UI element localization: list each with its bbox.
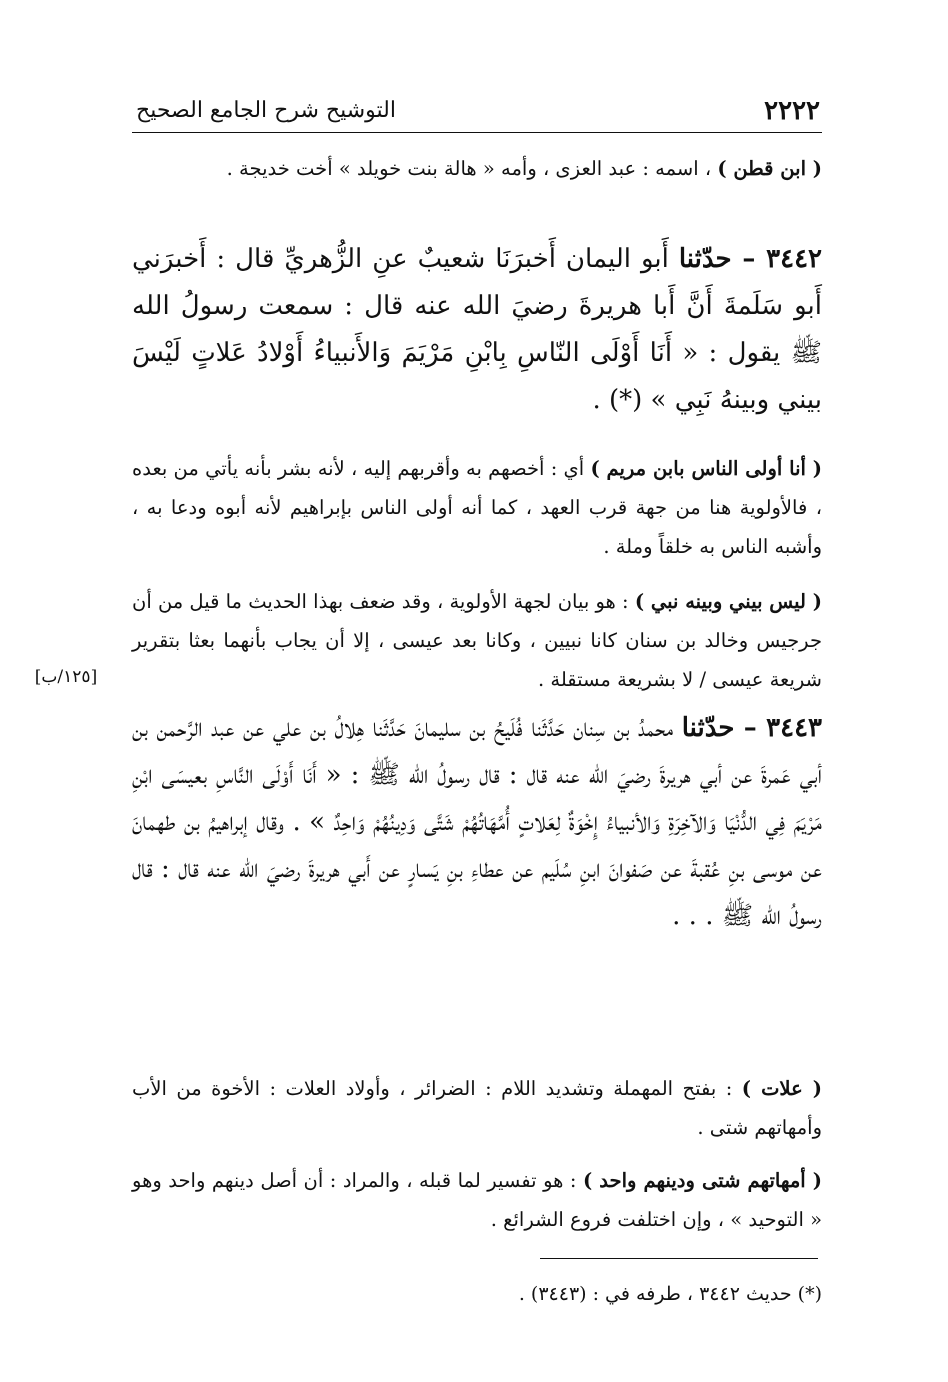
hadith-number: ٣٤٤٣ – حدّثنا (681, 713, 823, 743)
commentary-ummahat (132, 1161, 822, 1239)
paragraph-text: أي : أخصهم به وأقربهم إليه ، لأنه بشر بأنه يأتي من بعده ، فالأولوية هنا من جهة قرب العهد ، كما أنه أولى الناس بإبراهيم لأنه أبوه ودعا به ، وأشبه الناس به خلقاً وملة . (132, 457, 822, 558)
term-lead: ( ابن قطن ) (717, 157, 822, 180)
page-number: ٢٢٢٢ (764, 96, 820, 126)
hadith-3443 (132, 705, 822, 940)
term-lead: ( علات ) (741, 1077, 822, 1100)
footnote: (*) حديث ٣٤٤٢ ، طرفه في : (٣٤٤٣) . (518, 1283, 822, 1305)
paragraph-text: ، اسمه : عبد العزى ، وأمه « هالة بنت خويلد » أخت خديجة . (226, 157, 718, 180)
hadith-text: أَبو اليمان أَخبرَنَا شعيبٌ عنِ الزُّهريِّ قال : أَخبرَني أَبو سَلَمةَ أَنَّ أَبا هريرةَ رضيَ الله عنه قال : سمعت رسولُ الله ﷺ يقول : « أَنَا أَوْلَى النّاسِ بِابْنِ مَرْيَمَ وَالأَنبياءُ أَوْلادُ عَلاتٍ لَيْسَ بيني وبينهُ نَبِي » (*) . (132, 244, 822, 415)
paragraph-text: : هو بيان لجهة الأولوية ، وقد ضعف بهذا الحديث ما قيل من أن جرجيس وخالد بن سنان كانا نبيين ، وكانا بعد عيسى ، إلا أن يجاب بأنهما بعثا بتقرير شريعة عيسى / لا بشريعة مستقلة . (132, 590, 822, 691)
folio-reference: [١٢٥/ب] (34, 667, 98, 687)
term-lead: ( ليس بيني وبينه نبي ) (634, 590, 823, 613)
hadith-number: ٣٤٤٢ – حدّثنا (678, 244, 823, 274)
hadith-text: محمدُ بن سِنان حَدَّثَنا فُلَيحُ بن سليمانَ حَدَّثَنا هِلالُ بن علي عن عبد الرَّحمن بن أبي عَمرةَ عن أبي هريرةَ رضيَ الله عنه قال : قال رسولُ الله ﷺ : « أَنَا أَوْلَى النَّاسِ بعيسَى ابْنِ مَرْيَمَ فِي الدُّنْيَا وَالآخِرَةِ وَالأنبياءُ إِخْوَةٌ لِعَلاتٍ أُمَّهَاتُهُمْ شَتَّى وَدِينُهُمْ وَاحِدٌ » . وقال إبراهيمُ بن طهمانَ عن موسى بنِ عُقبةَ عن صَفوانَ ابنِ سُلَيم عن عطاءِ بنِ يَسارٍ عن أَبي هريرةَ رضيَ الله عنه قال : قال رسولُ الله ﷺ . . . (132, 713, 822, 931)
footnote-divider (540, 1258, 818, 1259)
paragraph-text: : هو تفسير لما قبله ، والمراد : أن أصل دينهم واحد وهو « التوحيد » ، وإن اختلفت فروع الشرائع . (132, 1169, 822, 1231)
commentary-awla-alnas (132, 449, 822, 566)
book-title: التوشيح شرح الجامع الصحيح (136, 98, 396, 123)
commentary-allat (132, 1069, 822, 1147)
hadith-3442 (132, 236, 822, 424)
term-lead: ( أنا أولى الناس بابن مريم ) (590, 457, 822, 480)
commentary-ibn-qatan (132, 149, 822, 188)
commentary-laysa-bayni (132, 582, 822, 699)
paragraph-text: : بفتح المهملة وتشديد اللام : الضرائر ، وأولاد العلات : الأخوة من الأب وأمهاتهم شتى . (132, 1077, 822, 1139)
page-header (132, 92, 822, 133)
term-lead: ( أمهاتهم شتى ودينهم واحد ) (582, 1169, 822, 1192)
